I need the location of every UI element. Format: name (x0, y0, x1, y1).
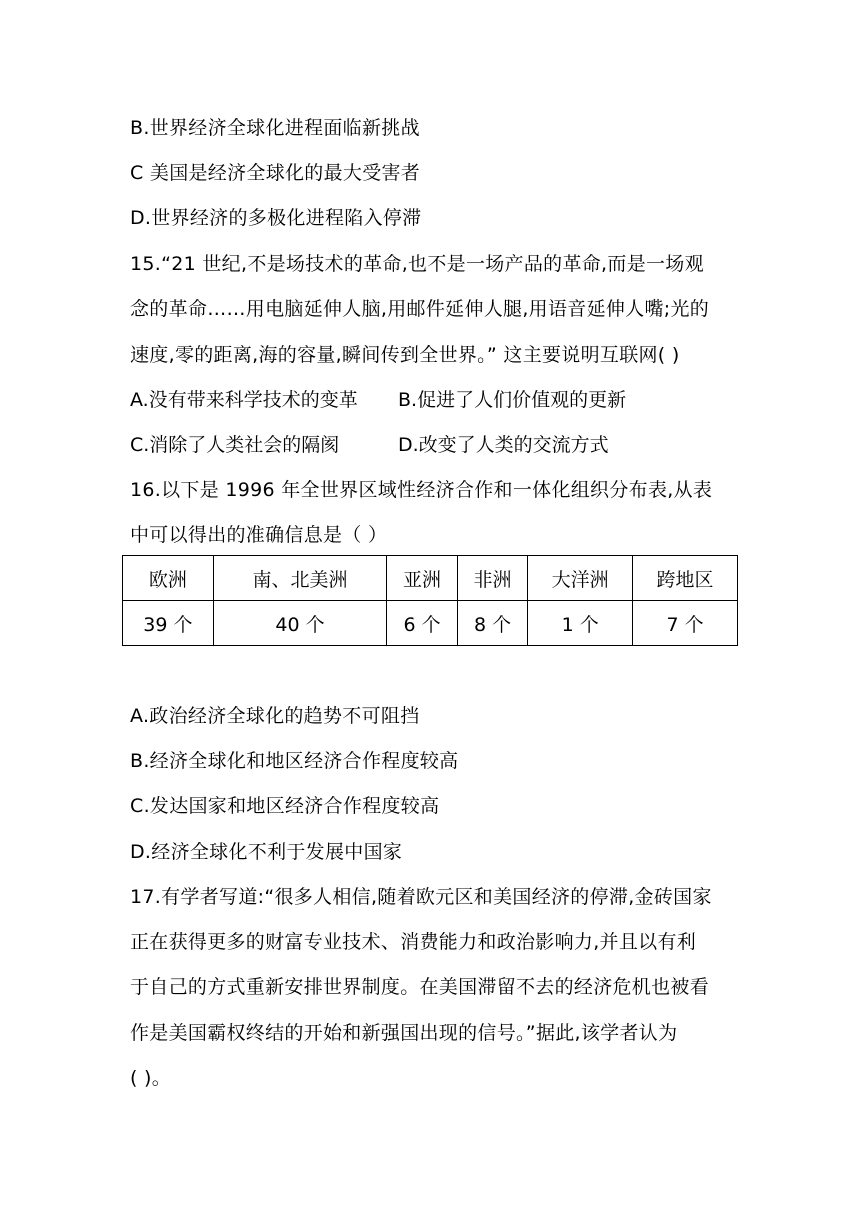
q16-option-d: D.经济全球化不利于发展中国家 (130, 841, 403, 863)
q14-option-d: D.世界经济的多极化进程陷入停滞 (130, 207, 422, 229)
q14-option-c: C 美国是经济全球化的最大受害者 (130, 162, 421, 184)
table-header-row (123, 556, 738, 601)
q15-options-row-2 (130, 433, 609, 457)
q16-option-c: C.发达国家和地区经济合作程度较高 (130, 795, 440, 817)
table-header-cell: 非洲 (457, 556, 528, 601)
table-value-cell: 8 个 (457, 601, 528, 646)
q17-stem-line-2: 正在获得更多的财富专业技术、消费能力和政治影响力,并且以有利 (130, 931, 697, 953)
q16-option-a: A.政治经济全球化的趋势不可阻挡 (130, 705, 420, 727)
table-value-cell: 40 个 (213, 601, 387, 646)
q15-option-a: A.没有带来科学技术的变革 (130, 389, 358, 411)
q15-stem-line-3: 速度,零的距离,海的容量,瞬间传到全世界。” 这主要说明互联网( ) (130, 344, 680, 366)
q15-option-b: B.促进了人们价值观的更新 (398, 389, 627, 411)
table-value-row (123, 601, 738, 646)
q16-option-b: B.经济全球化和地区经济合作程度较高 (130, 750, 459, 772)
q17-stem-line-4: 作是美国霸权终结的开始和新强国出现的信号。”据此,该学者认为 (130, 1022, 678, 1044)
q15-stem-line-2: 念的革命……用电脑延伸人脑,用邮件延伸人腿,用语音延伸人嘴;光的 (130, 298, 710, 320)
q15-option-c: C.消除了人类社会的隔阂 (130, 434, 340, 456)
q17-stem-line-5: ( )。 (130, 1067, 172, 1089)
q14-option-b: B.世界经济全球化进程面临新挑战 (130, 117, 420, 139)
q17-stem-line-1: 17.有学者写道:“很多人相信,随着欧元区和美国经济的停滞,金砖国家 (130, 886, 712, 908)
table-header-cell: 亚洲 (387, 556, 458, 601)
table-value-cell: 6 个 (387, 601, 458, 646)
table-value-cell: 39 个 (123, 601, 214, 646)
table-value-cell: 7 个 (633, 601, 738, 646)
region-distribution-table (122, 555, 738, 646)
q17-stem-line-3: 于自己的方式重新安排世界制度。在美国滞留不去的经济危机也被看 (130, 976, 710, 998)
q16-stem-line-2: 中可以得出的准确信息是（ ） (130, 524, 388, 546)
table-header-cell: 大洋洲 (528, 556, 633, 601)
table-value-cell: 1 个 (528, 601, 633, 646)
q16-stem-line-1: 16.以下是 1996 年全世界区域性经济合作和一体化组织分布表,从表 (130, 479, 713, 501)
table-header-cell: 南、北美洲 (213, 556, 387, 601)
q15-stem-line-1: 15.“21 世纪,不是场技术的革命,也不是一场产品的革命,而是一场观 (130, 253, 704, 275)
q15-option-d: D.改变了人类的交流方式 (398, 434, 609, 456)
table-header-cell: 欧洲 (123, 556, 214, 601)
table-header-cell: 跨地区 (633, 556, 738, 601)
q15-options-row-1 (130, 388, 627, 412)
